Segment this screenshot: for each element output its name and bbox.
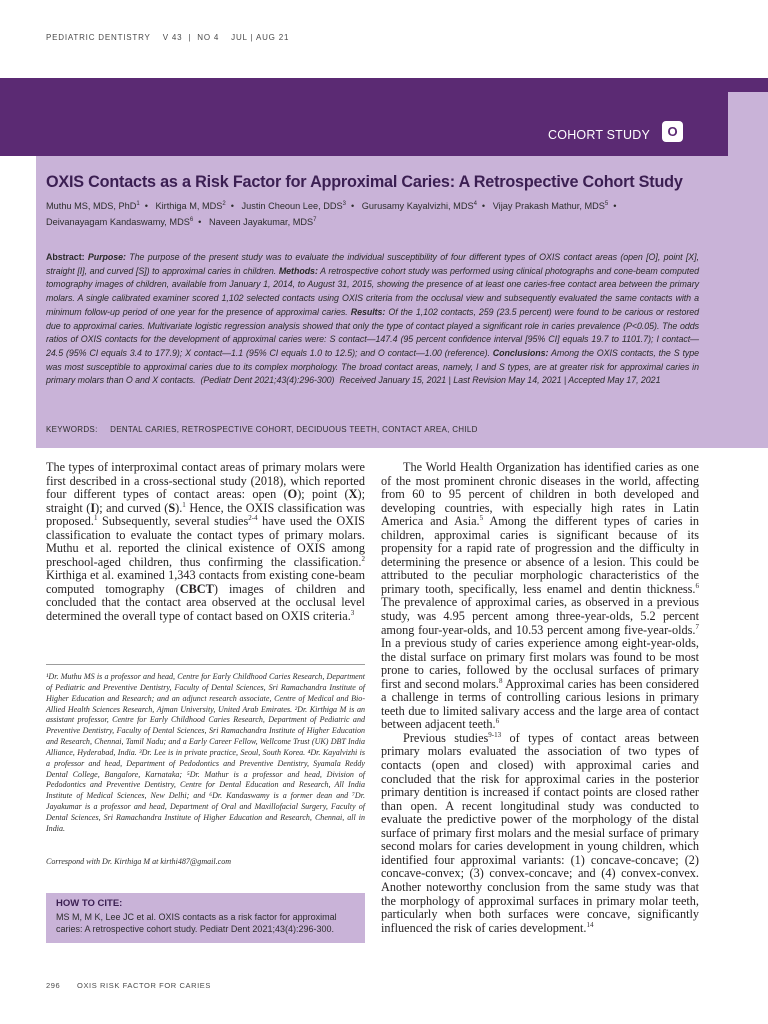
- purpose-label: Purpose:: [87, 252, 126, 262]
- methods-text: A retrospective cohort study was performed using clinical photographs and cone-beam computed tomography images of children, available from January 1, 2014, to August 31, 2015, showing the presence of at least one caries-free contact area between the primary molars. A single calibrated examiner scored 1,102 selected contacts using OXIS criteria from the occlusal view and subsequently evaluated the same contacts with a minimum follow-up period of one year for the presence of approximal caries.: [46, 265, 699, 317]
- author: Muthu MS, MDS, PhD$^1$: [46, 200, 140, 211]
- author-line-1: Muthu MS, MDS, PhD$^1$ • Kirthiga M, MDS$^2$ • Justin Cheoun Lee, DDS$^3$ • Gurusamy Kayalvizhi, MDS$^4$ • Vijay Prakash Mathur, MDS$^5$ •: [46, 200, 617, 211]
- author-line-2: Deivanayagam Kandaswamy, MDS$^6$ • Naveen Jayakumar, MDS$^7$: [46, 216, 317, 227]
- body-paragraph: Previous studies$^{9-13}$ of types of contact areas between primary molars evaluated the association of two types of contacts (open and closed) with approximal caries and concluded that the risk for approximal caries in the posterior primary dentition is increased if contact points are closed rather than open. A recent longitudinal study was conducted to evaluate the predictive power of the morphology of the distal surface of primary first molars and the mesial surface of primary second molars for caries development in young children, which identified four approximal variants: (1) concave-concave; (2) concave-convex; (3) convex-concave; and (4) convex-convex. Another noteworthy conclusion from the same study was that the morphology of approximal surfaces in primary molar teeth, particularly when both surfaces were concave, significantly influenced the risk of caries development.$^{14}$: [381, 730, 699, 935]
- body-paragraph: The World Health Organization has identified caries as one of the most prominent chronic diseases in the world, affecting from 60 to 95 percent of children in both developed and developing countries, with especially high rates in Latin America and Asia.$^5$ Among the different types of caries in children, approximal caries is significant because of its propensity for a rapid rate of progression and the difficulty in determining the presence or absence of a lesion. This could be attributed to the peculiar morphologic characteristics of the primary tooth, specifically, less enamel and dentin thickness.$^6$ The prevalence of approximal caries, as observed in a previous study, was 4.95 percent among three-year-olds, 5.2 percent among four-year-olds, and 10.53 percent among five-year-olds.$^7$ In a previous study of caries experience among eight-year-olds, the distal surface on primary first molars was found to be most prone to caries, followed by the occlusal surfaces of primary first and second molars.$^8$ Approximal caries has been considered a challenge in terms of controlling carious lesions in primary teeth due to limited salivary access and the large area of contact between adjacent teeth.$^6$: [381, 460, 699, 732]
- citation: (Pediatr Dent 2021;43(4):296-300): [200, 375, 335, 386]
- journal-name: PEDIATRIC DENTISTRY: [46, 33, 151, 42]
- section-badge: O: [662, 121, 683, 142]
- footer-title: OXIS RISK FACTOR FOR CARIES: [77, 981, 212, 990]
- page-footer: [46, 981, 211, 990]
- how-to-cite-heading: HOW TO CITE:: [56, 898, 123, 909]
- body-paragraph: The types of interproximal contact areas of primary molars were first described in a cross-sectional study (2018), which reported four different types of contact areas: open (O); point (X); straight (I); and curved (S).$^1$ Hence, the OXIS classification was proposed.$^1$ Subsequently, several studies$^{2-4}$ have used the OXIS classification to evaluate the contact types of primary molars. Muthu et al. reported the clinical existence of OXIS among preschool-aged children, thus confirming the classification.$^2$ Kirthiga et al. examined 1,343 contacts from existing cone-beam computed tomography (CBCT) images of children and concluded that the contact area observed at the occlusal level determined the overall type of contact based on OXIS criteria.$^3$: [46, 460, 366, 624]
- received-date: Received January 15, 2021: [339, 375, 447, 386]
- volume: V 43: [162, 33, 183, 42]
- keywords-list: DENTAL CARIES, RETROSPECTIVE COHORT, DECIDUOUS TEETH, CONTACT AREA, CHILD: [110, 425, 478, 434]
- keywords: [46, 425, 478, 434]
- correspondence: Correspond with Dr. Kirthiga M at kirthi487@gmail.com: [46, 857, 232, 866]
- conclusions-label: Conclusions:: [492, 347, 549, 358]
- author: Vijay Prakash Mathur, MDS$^5$: [492, 200, 609, 211]
- header-accent: [728, 92, 768, 156]
- abstract: Abstract: Purpose: The purpose of the present study was to evaluate the individual susceptibility of four different types of OXIS contact areas (open [O], point [X], straight [I], and curved [S]) to approximal caries in children. Methods: A retrospective cohort study was performed using clinical photographs and cone-beam computed tomography images of children, available from January 1, 2014, to August 31, 2015, showing the presence of at least one caries-free contact area between the primary molars. A single calibrated examiner scored 1,102 selected contacts using OXIS criteria from the occlusal view and subsequently evaluated the same contacts with a minimum follow-up period of one year for the presence of approximal caries. Results: Of the 1,102 contacts, 259 (23.5 percent) were found to be carious or restored due to approximal caries. Multivariate logistic regression analysis showed that only the type of contact played a significant role in caries prevalence (P<0.05). The odds ratios of OXIS contacts for the development of approximal caries were: S contact—147.4 (95 percent confidence interval [95% CI] equals 19.7 to 1101.7); I contact—24.5 (95% CI equals 3.4 to 177.9); X contact—1.1 (95% CI equals 1.0 to 12.5); and O contact—1.00 (reference). Conclusions: Among the OXIS contacts, the S type was most susceptible to approximal caries due to its complex morphology. The broad contact areas, namely, I and S types, are at greater risk for approximal caries in primary molars than O and X contacts. (Pediatr Dent 2021;43(4):296-300) Received January 15, 2021 | Last Revision May 14, 2021 | Accepted May 17, 2021: [46, 252, 700, 386]
- page-number: 296: [46, 981, 61, 990]
- author: Justin Cheoun Lee, DDS$^3$: [241, 200, 346, 211]
- body-column-left: [46, 461, 365, 624]
- body-column-right: [381, 461, 699, 935]
- results-text: Of the 1,102 contacts, 259 (23.5 percent) were found to be carious or restored due to approximal caries. Multivariate logistic regression analysis showed that only the type of contact played a significant role in caries prevalence (P<0.05). The odds ratios of OXIS contacts for the development of approximal caries were: S contact—147.4 (95 percent confidence interval [95% CI] equals 19.7 to 1101.7); I contact—24.5 (95% CI equals 3.4 to 177.9); X contact—1.1 (95% CI equals 1.0 to 12.5); and O contact—1.00 (reference).: [46, 306, 700, 358]
- author: Gurusamy Kayalvizhi, MDS$^4$: [361, 200, 477, 211]
- methods-label: Methods:: [278, 265, 318, 276]
- running-head: PEDIATRIC DENTISTRY V 43 | NO 4 JUL | AUG 21: [46, 33, 290, 42]
- results-label: Results:: [350, 306, 386, 317]
- section-label: COHORT STUDY: [548, 128, 650, 142]
- article-title: OXIS Contacts as a Risk Factor for Approximal Caries: A Retrospective Cohort Study: [46, 173, 683, 191]
- how-to-cite-text: MS M, M K, Lee JC et al. OXIS contacts as a risk factor for approximal caries: A retrospective cohort study. Pediatr Dent 2021;43(4):296-300.: [56, 912, 337, 935]
- author: Deivanayagam Kandaswamy, MDS$^6$: [46, 216, 194, 227]
- conclusions-text: Among the OXIS contacts, the S type was most susceptible to approximal caries due to its complex morphology. The broad contact areas, namely, I and S types, are at greater risk for approximal caries in primary molars than O and X contacts.: [46, 347, 700, 386]
- revision-date: Last Revision May 14, 2021: [453, 375, 562, 386]
- author: Naveen Jayakumar, MDS$^7$: [208, 216, 317, 227]
- header-band: [0, 78, 768, 156]
- purpose-text: The purpose of the present study was to evaluate the individual susceptibility of four different types of OXIS contact areas (open [O], point [X], straight [I], and curved [S]) to approximal caries in children.: [46, 252, 700, 276]
- issue-number: NO 4: [197, 33, 220, 42]
- author-affiliations: ¹Dr. Muthu MS is a professor and head, Centre for Early Childhood Caries Research, Department of Pediatric and Preventive Dentistry, Faculty of Dental Sciences, Sri Ramachandra Institute of Higher Education and Research; and an adjunct research associate, Centre of Medical and Bio-Allied Health Sciences Research, Ajman University, United Arab Emirates. ²Dr. Kirthiga M is an assistant professor, Centre for Early Childhood Caries Research, Department of Pediatric and Preventive Dentistry, Faculty of Dental Sciences, Sri Ramachandra Institute of Higher Education and Research, Chennai, Tamil Nadu; and a Early Career Fellow, Wellcome Trust (UK) DBT India Alliance, Hyderabad, India. ³Dr. Lee is in private practice, Seoul, South Korea. ⁴Dr. Kayalvizhi is a professor and head, Department of Pedodontics and Preventive Dentistry, Syamala Reddy Dental College, Bangalore, Karnataka; ⁵Dr. Mathur is a professor and head, Division of Pedodontics and Preventive Dentistry, Centre for Dental Education and Research, All India Institute of Medical Sciences, New Delhi; and ⁶Dr. Kandaswamy is a former dean and ⁷Dr. Jayakumar is a professor and head, Department of Oral and Maxillofacial Surgery, Faculty of Dental Sciences, Sri Ramachandra Institute of Higher Education and Research, Chennai, all in India.: [46, 672, 365, 833]
- issue-date: JUL | AUG 21: [231, 33, 290, 42]
- abstract-label: Abstract:: [46, 252, 85, 262]
- footnote-rule: [46, 664, 365, 665]
- author-list: [46, 198, 726, 230]
- accepted-date: Accepted May 17, 2021: [568, 375, 661, 386]
- keywords-label: KEYWORDS:: [46, 425, 98, 434]
- author: Kirthiga M, MDS$^2$: [155, 200, 226, 211]
